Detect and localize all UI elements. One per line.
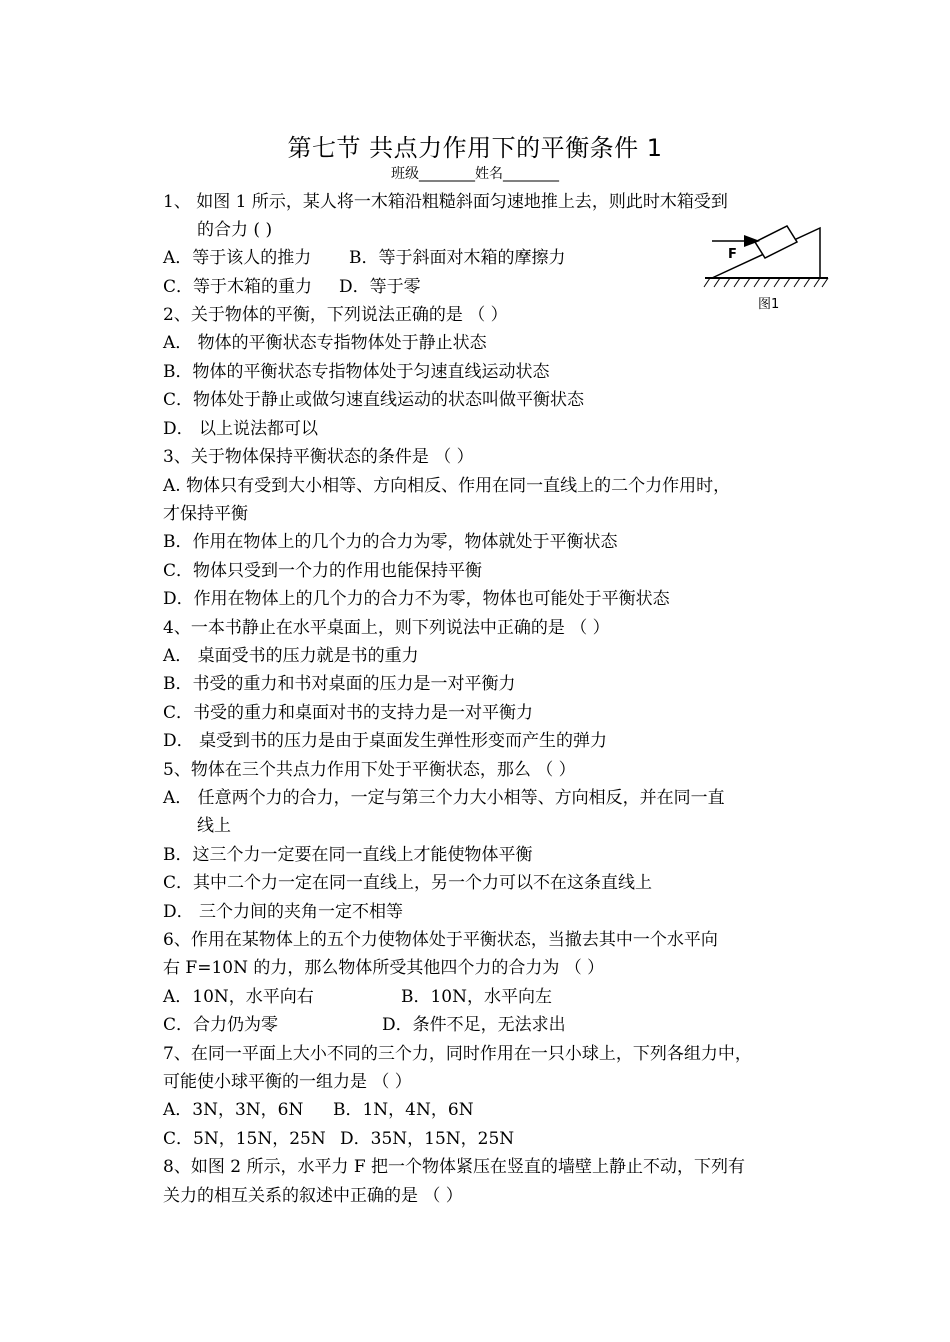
q7-options-row1 (163, 1098, 474, 1122)
q8-stem: 8、如图 2 所示，水平力 F 把一个物体紧压在竖直的墙壁上静止不动，下列有 (163, 1157, 746, 1177)
page-title: 第七节 共点力作用下的平衡条件 1 (287, 134, 663, 162)
q6-option-d[interactable]: D．条件不足，无法求出 (382, 1015, 566, 1035)
q1-stem: 1、 如图 1 所示，某人将一木箱沿粗糙斜面匀速地推上去，则此时木箱受到 (163, 192, 728, 212)
q2-option-b[interactable]: B．物体的平衡状态专指物体处于匀速直线运动状态 (163, 362, 550, 382)
q1-stem-cont: 的合力 ( ) (197, 220, 273, 240)
q2-option-c[interactable]: C．物体处于静止或做匀速直线运动的状态叫做平衡状态 (163, 390, 585, 410)
q4-option-c[interactable]: C．书受的重力和桌面对书的支持力是一对平衡力 (163, 703, 534, 723)
q5-stem: 5、物体在三个共点力作用下处于平衡状态，那么 （ ） (163, 760, 576, 780)
q1-option-d[interactable]: D．等于零 (339, 277, 421, 297)
q1-option-c[interactable]: C．等于木箱的重力 (163, 277, 313, 297)
q2-option-d[interactable]: D． 以上说法都可以 (163, 419, 319, 439)
q7-stem: 7、在同一平面上大小不同的三个力，同时作用在一只小球上，下列各组力中， (163, 1044, 752, 1064)
q7-option-b[interactable]: B．1N，4N，6N (333, 1100, 474, 1120)
q6-options-row1 (163, 985, 552, 1009)
q5-option-d[interactable]: D． 三个力间的夹角一定不相等 (163, 902, 404, 922)
name-blank[interactable]: ________ (503, 166, 559, 182)
q6-options-row2 (163, 1013, 566, 1037)
q5-option-b[interactable]: B．这三个力一定要在同一直线上才能使物体平衡 (163, 845, 533, 865)
q5-option-a-cont: 线上 (197, 816, 231, 836)
q1-options-row2 (163, 275, 421, 299)
q4-option-b[interactable]: B．书受的重力和书对桌面的压力是一对平衡力 (163, 674, 516, 694)
q3-stem: 3、关于物体保持平衡状态的条件是 （ ） (163, 447, 474, 467)
q3-option-d[interactable]: D．作用在物体上的几个力的合力不为零，物体也可能处于平衡状态 (163, 589, 670, 609)
class-blank[interactable]: ________ (419, 166, 475, 182)
force-label: F (728, 247, 737, 262)
q6-stem: 6、作用在某物体上的五个力使物体处于平衡状态，当撤去其中一个水平向 (163, 930, 718, 950)
q7-option-c[interactable]: C．5N，15N，25N (163, 1129, 326, 1149)
q6-option-c[interactable]: C．合力仍为零 (163, 1015, 279, 1035)
class-label: 班级 (391, 166, 419, 182)
q8-stem-cont: 关力的相互关系的叙述中正确的是 （ ） (163, 1186, 463, 1206)
q6-option-b[interactable]: B．10N，水平向左 (401, 987, 552, 1007)
q4-option-d[interactable]: D． 桌受到书的压力是由于桌面发生弹性形变而产生的弹力 (163, 731, 608, 751)
q3-option-a[interactable]: A. 物体只有受到大小相等、方向相反、作用在同一直线上的二个力作用时， (163, 476, 731, 496)
q3-option-c[interactable]: C．物体只受到一个力的作用也能保持平衡 (163, 561, 483, 581)
wooden-box (755, 226, 797, 258)
name-label: 姓名 (475, 166, 503, 182)
q7-option-d[interactable]: D．35N，15N，25N (340, 1129, 515, 1149)
ground-hatching (704, 278, 828, 287)
q7-stem-cont: 可能使小球平衡的一组力是 （ ） (163, 1072, 412, 1092)
q5-option-c[interactable]: C．其中二个力一定在同一直线上，另一个力可以不在这条直线上 (163, 873, 653, 893)
q7-option-a[interactable]: A．3N，3N，6N (163, 1100, 304, 1120)
q1-option-b[interactable]: B．等于斜面对木箱的摩擦力 (349, 248, 566, 268)
incline-diagram (700, 218, 830, 318)
q6-stem-cont: 右 F=10N 的力，那么物体所受其他四个力的合力为 （ ） (163, 958, 605, 978)
q2-stem: 2、关于物体的平衡，下列说法正确的是 （ ） (163, 305, 508, 325)
q4-stem: 4、一本书静止在水平桌面上，则下列说法中正确的是 （ ） (163, 618, 610, 638)
q7-options-row2 (163, 1127, 515, 1151)
q1-option-a[interactable]: A．等于该人的推力 (163, 248, 312, 268)
class-name-line (0, 163, 950, 183)
figure-1-caption: 图1 (758, 297, 780, 312)
q5-option-a[interactable]: A． 任意两个力的合力，一定与第三个力大小相等、方向相反，并在同一直 (163, 788, 725, 808)
q3-option-a-cont: 才保持平衡 (163, 504, 248, 524)
q2-option-a[interactable]: A． 物体的平衡状态专指物体处于静止状态 (163, 333, 487, 353)
figure-1 (700, 218, 830, 318)
q4-option-a[interactable]: A． 桌面受书的压力就是书的重力 (163, 646, 419, 666)
q6-option-a[interactable]: A．10N，水平向右 (163, 987, 314, 1007)
q3-option-b[interactable]: B．作用在物体上的几个力的合力为零，物体就处于平衡状态 (163, 532, 618, 552)
q1-options-row1 (163, 246, 566, 270)
